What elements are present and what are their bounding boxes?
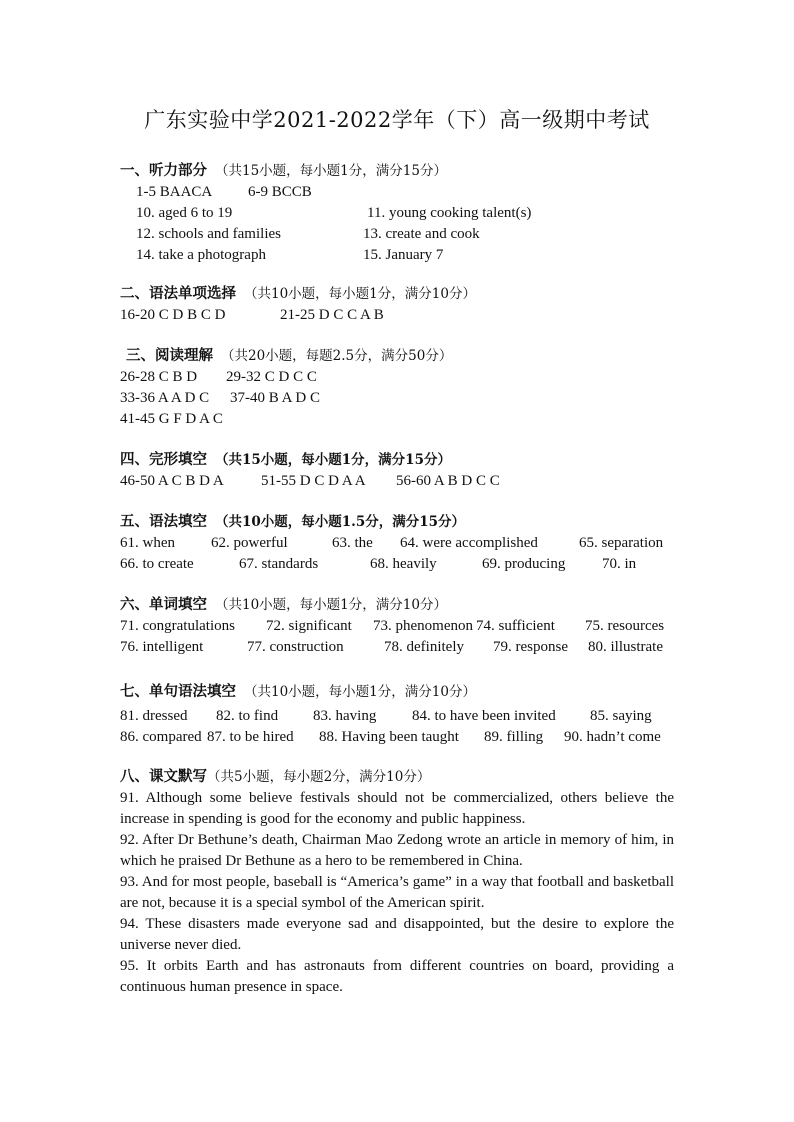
answer-item: 78. definitely — [384, 639, 464, 655]
answer-item: 75. resources — [585, 618, 665, 634]
section-reading — [120, 345, 680, 430]
answer-row — [120, 305, 680, 326]
answer-item: 73. phenomenon — [373, 618, 473, 634]
answer-row — [120, 471, 680, 492]
answer-item: 37-40 B A D C — [230, 390, 321, 406]
answer-item: 21-25 D C C A B — [280, 307, 384, 323]
answer-item: 76. intelligent — [120, 639, 204, 655]
answer-row — [120, 727, 680, 748]
answer-row — [120, 409, 680, 430]
answer-item: 81. dressed — [120, 708, 188, 724]
section-note: （共5小题，每小题2分，满分10分） — [207, 769, 431, 785]
page-title: 广东实验中学2021-2022学年（下）高一级期中考试 — [144, 108, 650, 132]
answer-item: 71. congratulations — [120, 618, 235, 634]
answer-item: 87. to be hired — [207, 729, 294, 745]
answer-item: 82. to find — [216, 708, 279, 724]
section-grammar-fill — [120, 511, 680, 575]
section-note: （共15小题，每小题1分，满分15分） — [215, 163, 447, 179]
answer-item: 65. separation — [579, 535, 664, 551]
answer-paragraph: 95. It orbits Earth and has astronauts from different countries on board, providing a continuous human presence in space. — [120, 958, 674, 995]
answer-paragraph: 92. After Dr Bethune’s death, Chairman Mao Zedong wrote an article in memory of him, in which he praised Dr Bethune as a hero to be remembered in China. — [120, 832, 674, 869]
answer-item: 63. the — [332, 535, 373, 551]
section-title: 六、单词填空 — [120, 597, 207, 613]
answer-row — [120, 637, 680, 658]
section-note: （共20小题，每题2.5分，满分50分） — [221, 348, 453, 364]
answer-item: 77. construction — [247, 639, 344, 655]
answer-paragraph: 93. And for most people, baseball is “America’s game” in a way that football and basketball are not, because it is a special symbol of the American spirit. — [120, 874, 674, 911]
answer-item: 74. sufficient — [476, 618, 555, 634]
answer-item: 79. response — [493, 639, 568, 655]
answer-row — [120, 706, 680, 727]
answer-item: 86. compared — [120, 729, 202, 745]
answer-row — [120, 388, 680, 409]
answer-item: 80. illustrate — [588, 639, 663, 655]
answer-item: 1-5 BAACA — [136, 184, 213, 200]
section-grammar-choice — [120, 283, 680, 326]
answer-item: 66. to create — [120, 556, 194, 572]
answer-item: 83. having — [313, 708, 377, 724]
answer-row — [120, 182, 680, 203]
answer-item: 56-60 A B D C C — [396, 473, 500, 489]
answer-item: 88. Having been taught — [319, 729, 459, 745]
section-title: 八、课文默写 — [120, 769, 207, 785]
answer-item: 67. standards — [239, 556, 319, 572]
answer-row — [120, 245, 680, 266]
answer-item: 64. were accomplished — [400, 535, 538, 551]
answer-item: 13. create and cook — [363, 226, 480, 242]
section-title: 一、听力部分 — [120, 163, 207, 179]
section-header — [120, 345, 680, 367]
answer-item: 61. when — [120, 535, 175, 551]
section-listening — [120, 160, 680, 266]
section-note: （共10小题，每小题1分，满分10分） — [244, 684, 476, 700]
section-sentence-grammar — [120, 681, 680, 748]
answer-paragraph: 91. Although some believe festivals should not be commercialized, others believe the increase in spending is good for the economy and public happiness. — [120, 790, 674, 827]
section-cloze — [120, 449, 680, 492]
section-note: （共10小题，每小题1.5分，满分15分） — [215, 514, 466, 530]
section-title: 四、完形填空 — [120, 452, 207, 468]
section-note: （共15小题，每小题1分，满分15分） — [215, 452, 451, 468]
answer-item: 16-20 C D B C D — [120, 307, 226, 323]
answer-item: 26-28 C B D — [120, 369, 198, 385]
answer-row — [120, 616, 680, 637]
section-title: 五、语法填空 — [120, 514, 207, 530]
answer-row — [120, 533, 680, 554]
answer-item: 62. powerful — [211, 535, 288, 551]
answer-item: 69. producing — [482, 556, 566, 572]
answer-item: 90. hadn’t come — [564, 729, 661, 745]
section-title: 二、语法单项选择 — [120, 286, 236, 302]
answer-item: 12. schools and families — [136, 226, 281, 242]
section-header — [120, 766, 680, 788]
answer-row — [120, 224, 680, 245]
answer-row — [120, 554, 680, 575]
answer-item: 68. heavily — [370, 556, 437, 572]
section-word-fill — [120, 594, 680, 658]
section-header — [120, 511, 680, 533]
answer-item: 33-36 A A D C — [120, 390, 210, 406]
answer-row — [120, 203, 680, 224]
answer-row — [120, 367, 680, 388]
section-header — [120, 681, 680, 703]
section-title: 三、阅读理解 — [126, 348, 213, 364]
section-note: （共10小题，每小题1分，满分10分） — [215, 597, 447, 613]
answer-paragraph: 94. These disasters made everyone sad and disappointed, but the desire to explore the universe never died. — [120, 916, 674, 953]
answer-item: 14. take a photograph — [136, 247, 266, 263]
section-title: 七、单句语法填空 — [120, 684, 236, 700]
section-text-recitation — [120, 766, 680, 998]
answer-item: 41-45 G F D A C — [120, 411, 223, 427]
answer-item: 46-50 A C B D A — [120, 473, 224, 489]
answer-item: 15. January 7 — [363, 247, 444, 263]
answer-item: 70. in — [602, 556, 637, 572]
section-header — [120, 283, 680, 305]
answer-item: 85. saying — [590, 708, 652, 724]
section-header — [120, 594, 680, 616]
answer-item: 29-32 C D C C — [226, 369, 317, 385]
section-header — [120, 160, 680, 182]
section-header — [120, 449, 680, 471]
answer-item: 6-9 BCCB — [248, 184, 312, 200]
answer-item: 11. young cooking talent(s) — [367, 205, 532, 221]
answer-item: 84. to have been invited — [412, 708, 556, 724]
answer-item: 89. filling — [484, 729, 544, 745]
section-note: （共10小题，每小题1分，满分10分） — [244, 286, 476, 302]
answer-item: 10. aged 6 to 19 — [136, 205, 233, 221]
answer-item: 51-55 D C D A A — [261, 473, 366, 489]
answer-item: 72. significant — [266, 618, 352, 634]
